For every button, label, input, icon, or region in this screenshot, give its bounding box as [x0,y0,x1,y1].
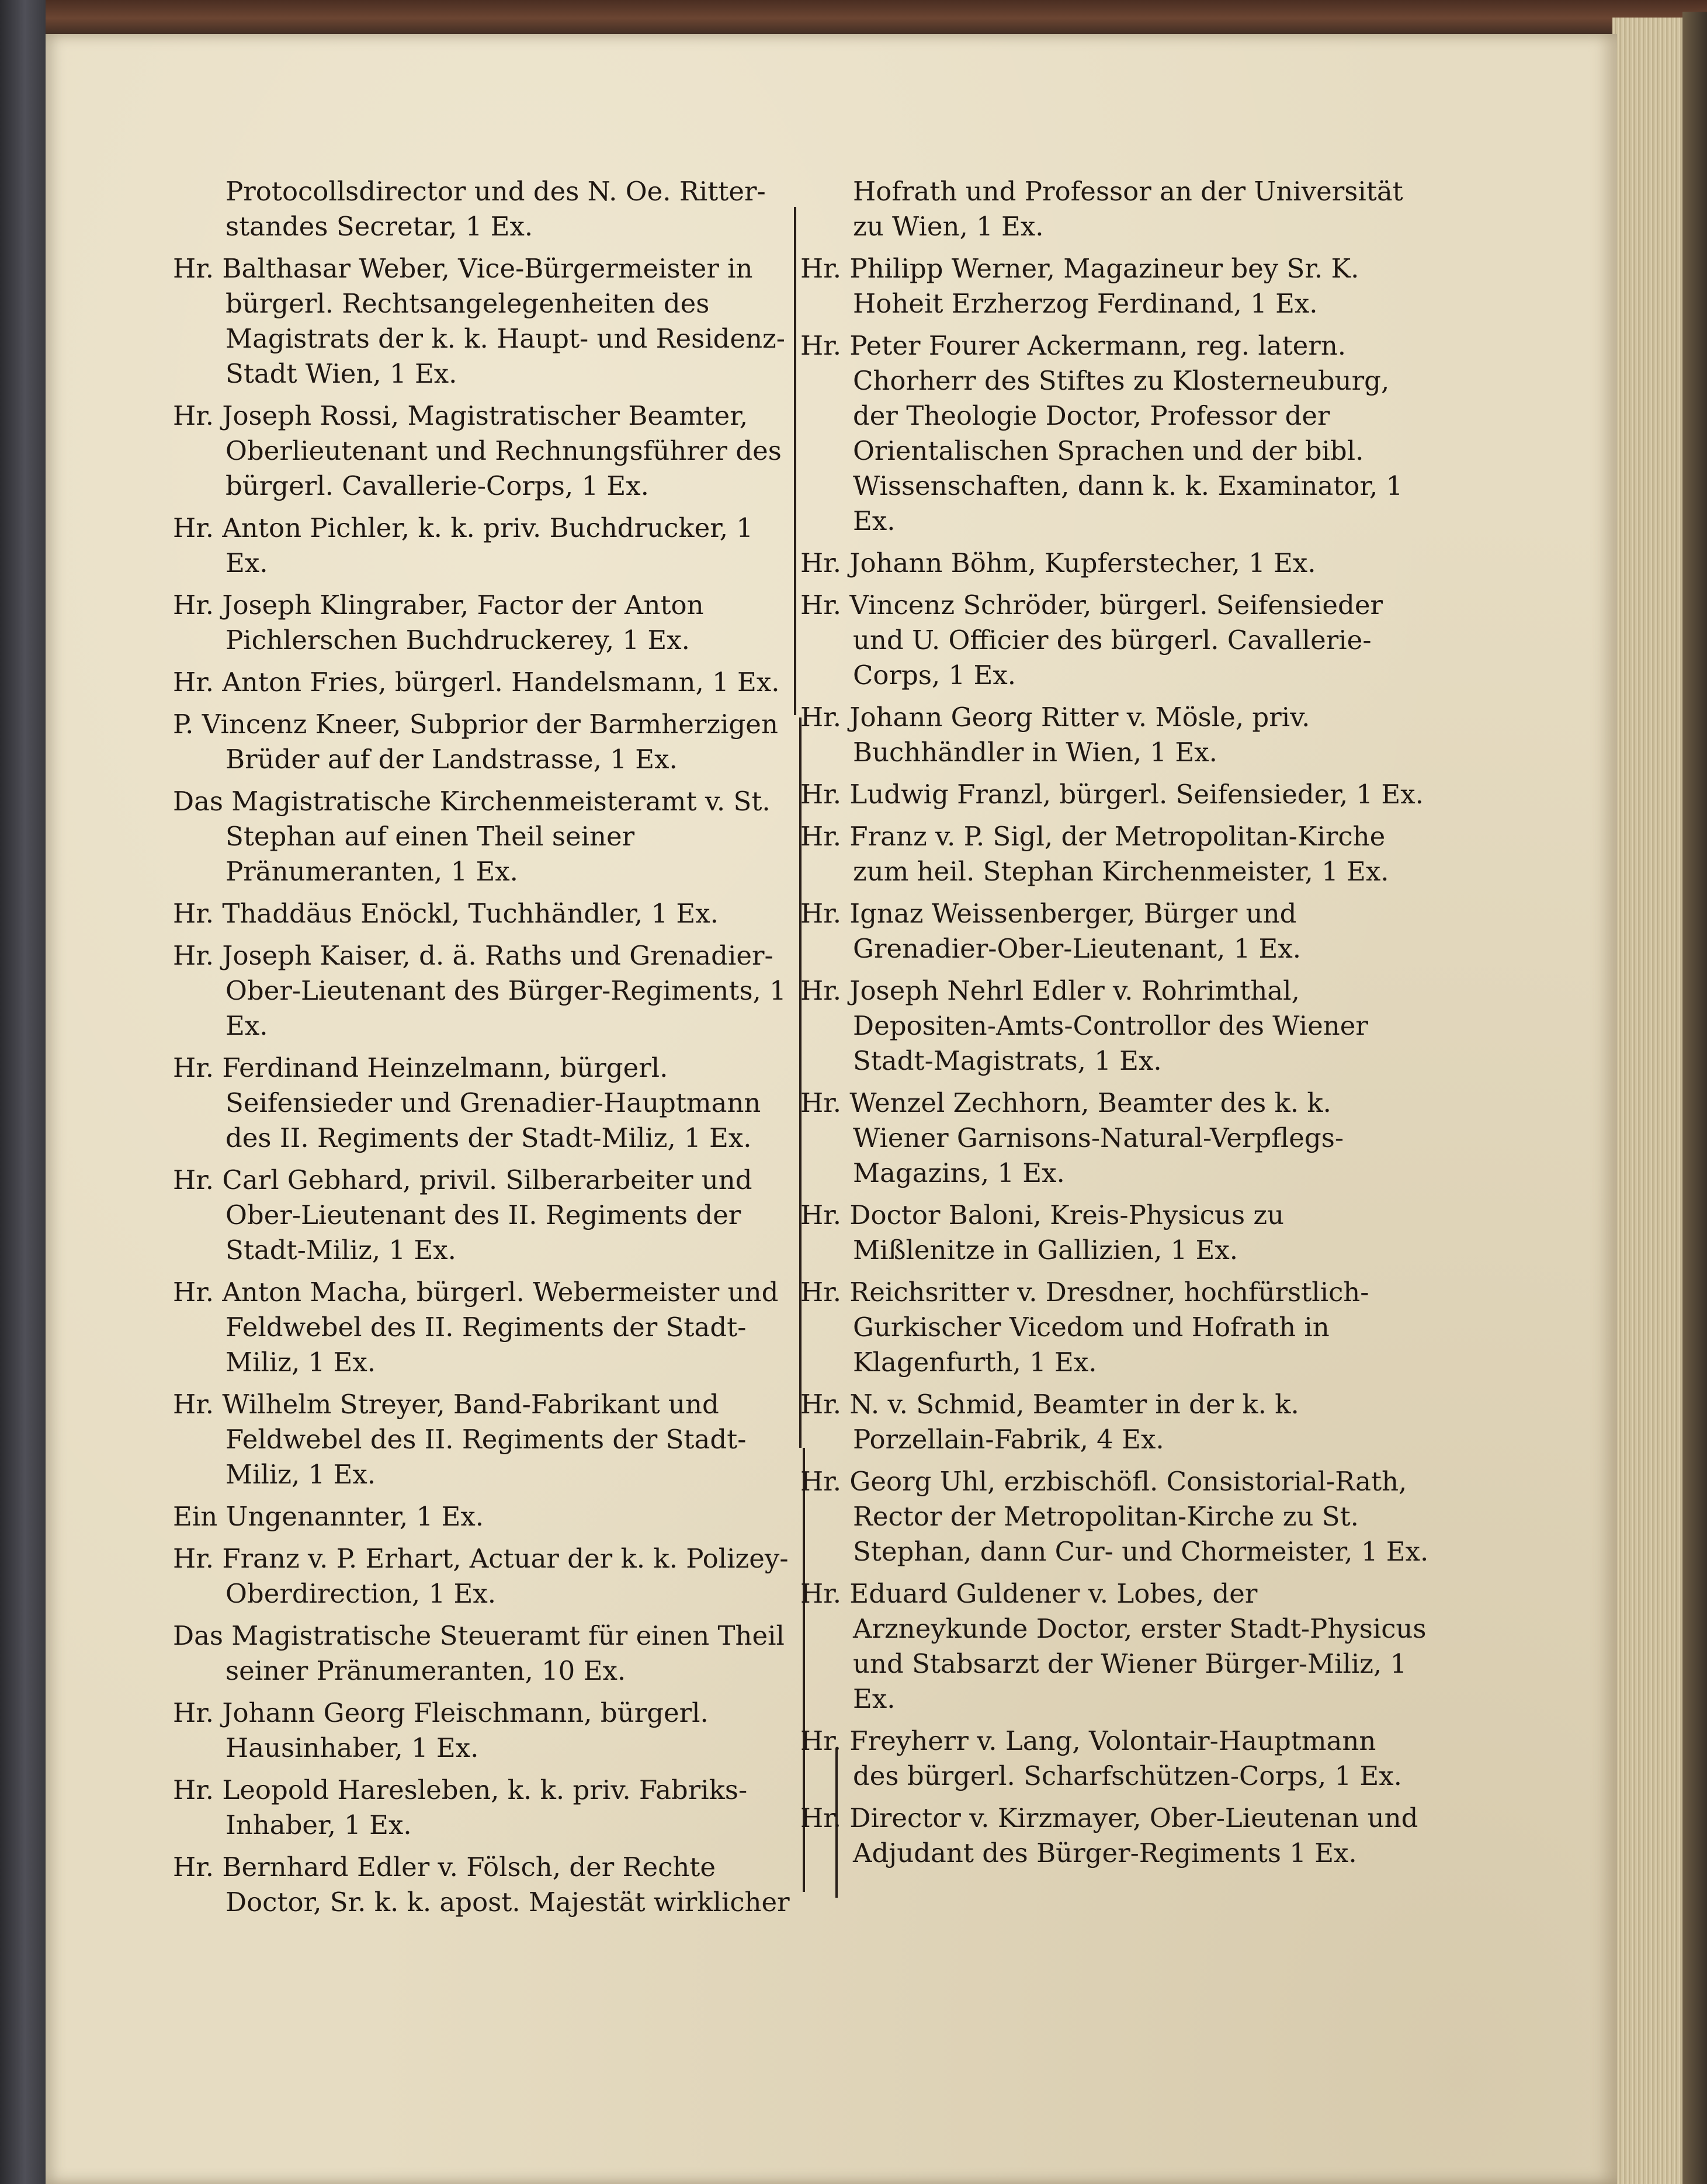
subscriber-list-left-column [173,174,792,1927]
subscriber-entry: Hr. Bernhard Edler v. Fölsch, der Rechte Doctor, Sr. k. k. apost. Majestät wirklicher [173,1852,790,1918]
subscriber-entry: Hr. Ignaz Weissenberger, Bürger und Grenadier-Ober-Lieutenant, 1 Ex. [800,898,1302,964]
subscriber-entry: Hr. Balthasar Weber, Vice-Bürgermeister in bürgerl. Rechtsangelegenheiten des Magistrats der k. k. Haupt- und Residenz-Stadt Wien, 1 Ex. [173,253,785,389]
page-block-shadow [1682,12,1707,2184]
subscriber-entry: Hr. Joseph Klingraber, Factor der Anton Pichlerschen Buchdruckerey, 1 Ex. [173,590,704,656]
subscriber-entry: Das Magistratische Steueramt für einen Theil seiner Pränumeranten, 10 Ex. [173,1620,785,1686]
subscriber-entry: Hr. Johann Georg Fleischmann, bürgerl. Hausinhaber, 1 Ex. [173,1697,709,1763]
subscriber-entry: Hr. Anton Macha, bürgerl. Webermeister und Feldwebel des II. Regiments der Stadt-Miliz, 1 Ex. [173,1277,779,1378]
subscriber-entry: Hr. Wenzel Zechhorn, Beamter des k. k. Wiener Garnisons-Natural-Verpflegs-Magazins, 1 Ex. [800,1087,1344,1188]
subscriber-entry: Hr. Johann Böhm, Kupferstecher, 1 Ex. [800,547,1316,578]
subscriber-entry: Hr. Ludwig Franzl, bürgerl. Seifensieder, 1 Ex. [800,779,1424,810]
column-rule [794,207,796,715]
subscriber-entry: Hr. Philipp Werner, Magazineur bey Sr. K. Hoheit Erzherzog Ferdinand, 1 Ex. [800,253,1359,319]
subscriber-entry: Hr. Anton Pichler, k. k. priv. Buchdrucker, 1 Ex. [173,512,754,578]
subscriber-entry: Hofrath und Professor an der Universität zu Wien, 1 Ex. [853,176,1403,242]
subscriber-entry: Hr. Joseph Nehrl Edler v. Rohrimthal, Depositen-Amts-Controllor des Wiener Stadt-Magistrats, 1 Ex. [800,975,1368,1076]
subscriber-entry: Hr. Johann Georg Ritter v. Mösle, priv. Buchhändler in Wien, 1 Ex. [800,702,1310,768]
column-rule [835,1889,838,1898]
subscriber-entry: Hr. Doctor Baloni, Kreis-Physicus zu Mißlenitze in Gallizien, 1 Ex. [800,1200,1285,1266]
subscriber-entry: Ein Ungenannter, 1 Ex. [173,1501,484,1532]
subscriber-entry: Das Magistratische Kirchenmeisteramt v. St. Stephan auf einen Theil seiner Pränumeranten, 1 Ex. [173,786,771,887]
subscriber-entry: Protocollsdirector und des N. Oe. Ritter-standes Secretar, 1 Ex. [225,176,766,242]
subscriber-entry: Hr. N. v. Schmid, Beamter in der k. k. Porzellain-Fabrik, 4 Ex. [800,1389,1299,1455]
subscriber-entry: Hr. Joseph Rossi, Magistratischer Beamter, Oberlieutenant und Rechnungsführer des bürgerl. Cavallerie-Corps, 1 Ex. [173,400,782,501]
subscriber-entry: Hr. Peter Fourer Ackermann, reg. latern. Chorherr des Stiftes zu Klosterneuburg, der Theologie Doctor, Professor der Orientalischen Sprachen und der bibl. Wissenschaften, dann k. k. Examinator, 1 Ex. [800,330,1403,536]
subscriber-entry: P. Vincenz Kneer, Subprior der Barmherzigen Brüder auf der Landstrasse, 1 Ex. [173,709,778,775]
subscriber-entry: Hr. Franz v. P. Sigl, der Metropolitan-Kirche zum heil. Stephan Kirchenmeister, 1 Ex. [800,821,1389,887]
subscriber-entry: Hr. Carl Gebhard, privil. Silberarbeiter und Ober-Lieutenant des II. Regiments der Stadt-Miliz, 1 Ex. [173,1164,752,1266]
book-page [46,34,1617,2184]
subscriber-entry: Hr. Eduard Guldener v. Lobes, der Arzneykunde Doctor, erster Stadt-Physicus und Stabsarzt der Wiener Bürger-Miliz, 1 Ex. [800,1578,1427,1714]
subscriber-entry: Hr. Freyherr v. Lang, Volontair-Hauptmann des bürgerl. Scharfschützen-Corps, 1 Ex. [800,1725,1402,1791]
subscriber-entry: Hr. Thaddäus Enöckl, Tuchhändler, 1 Ex. [173,898,719,929]
subscriber-list-right-column [800,174,1429,1878]
subscriber-entry: Hr. Leopold Haresleben, k. k. priv. Fabriks-Inhaber, 1 Ex. [173,1774,748,1840]
subscriber-entry: Hr. Vincenz Schröder, bürgerl. Seifensieder und U. Officier des bürgerl. Cavallerie-Corps, 1 Ex. [800,590,1383,691]
subscriber-entry: Hr. Anton Fries, bürgerl. Handelsmann, 1 Ex. [173,667,780,698]
subscriber-entry: Hr. Joseph Kaiser, d. ä. Raths und Grenadier-Ober-Lieutenant des Bürger-Regiments, 1 Ex. [173,940,786,1041]
subscriber-entry: Hr. Franz v. P. Erhart, Actuar der k. k. Polizey-Oberdirection, 1 Ex. [173,1543,789,1609]
subscriber-entry: Hr. Ferdinand Heinzelmann, bürgerl. Seifensieder und Grenadier-Hauptmann des II. Regiments der Stadt-Miliz, 1 Ex. [173,1052,761,1153]
subscriber-entry: Hr. Director v. Kirzmayer, Ober-Lieutenan und Adjudant des Bürger-Regiments 1 Ex. [800,1802,1418,1868]
subscriber-entry: Hr. Wilhelm Streyer, Band-Fabrikant und Feldwebel des II. Regiments der Stadt-Miliz, 1 Ex. [173,1389,747,1490]
subscriber-entry: Hr. Georg Uhl, erzbischöfl. Consistorial-Rath, Rector der Metropolitan-Kirche zu St. Stephan, dann Cur- und Chormeister, 1 Ex. [800,1466,1429,1567]
subscriber-entry: Hr. Reichsritter v. Dresdner, hochfürstlich-Gurkischer Vicedom und Hofrath in Klagenfurth, 1 Ex. [800,1277,1369,1378]
book-binding-left [0,0,46,2184]
